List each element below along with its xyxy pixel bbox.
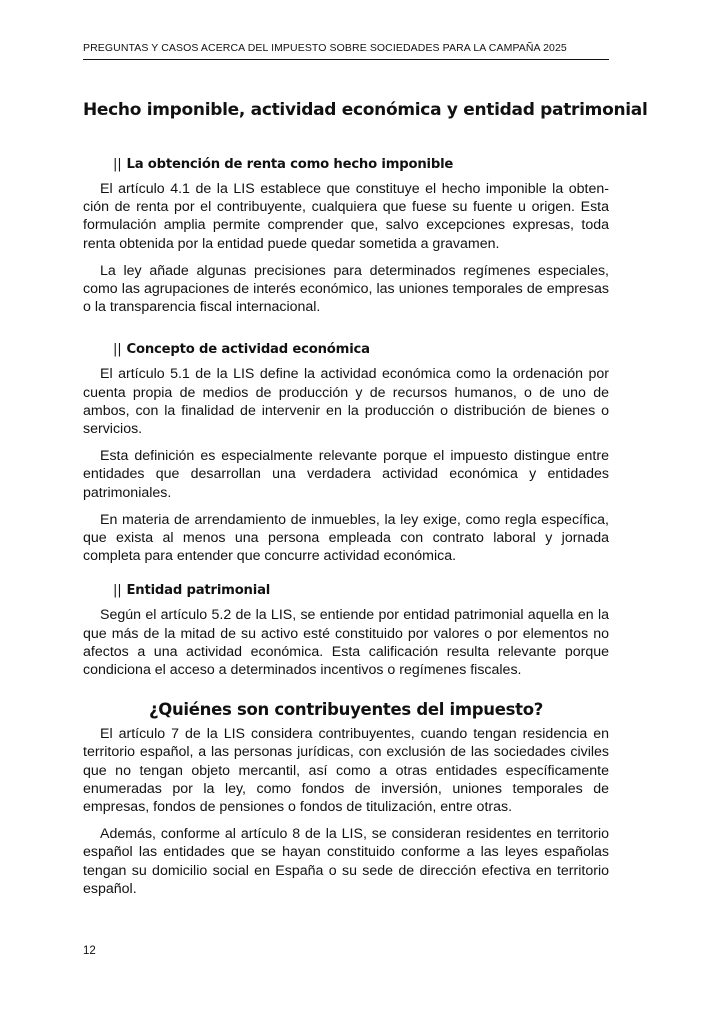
section-marker: || bbox=[113, 342, 122, 358]
section-heading bbox=[83, 582, 609, 600]
section-actividad-economica bbox=[83, 341, 609, 565]
section-marker: || bbox=[113, 583, 122, 599]
section-title: ¿Quiénes son contribuyentes del impuesto? bbox=[148, 700, 544, 720]
section-renta bbox=[83, 156, 609, 316]
running-header: PREGUNTAS Y CASOS ACERCA DEL IMPUESTO SOBRE SOCIEDADES PARA LA CAMPAÑA 2025 bbox=[83, 42, 609, 60]
section-entidad-patrimonial bbox=[83, 582, 609, 679]
paragraph: Además, conforme al artículo 8 de la LIS, se consideran residentes en territorio español las entidades que se hayan constituido conforme a las leyes españolas tengan su domicilio social en España o su sede de dirección efectiva en territorio español. bbox=[83, 826, 609, 897]
section-marker: || bbox=[113, 157, 122, 172]
paragraph: El artículo 7 de la LIS considera contribuyentes, cuando tengan residencia en territorio español, a las personas jurídicas, con exclusión de las sociedades civiles que no tengan objeto mercantil, así como a otras entidades específicamente enumeradas por la ley, como fondos de inversión, uniones temporales de empresas, fondos de pensiones o fondos de titulización, entre otras. bbox=[83, 726, 609, 816]
paragraph: En materia de arrendamiento de inmuebles, la ley exige, como regla específica, que exista al menos una persona empleada con contrato laboral y jornada completa para entender que concurre actividad económica. bbox=[83, 511, 609, 565]
section-heading bbox=[83, 156, 609, 174]
page-number: 12 bbox=[83, 945, 96, 957]
paragraph: Esta definición es especialmente relevante porque el impuesto distingue entre entidades que desarrollan una verdadera actividad económica y entidades patrimoniales. bbox=[83, 448, 609, 501]
paragraph: El artículo 5.1 de la LIS define la actividad económica como la ordenación por cuenta propia de medios de producción y de recursos humanos, o de uno de ambos, con la finalidad de intervenir en la producción o distribución de bienes o servicios. bbox=[83, 366, 609, 438]
section-heading-text: Concepto de actividad económica bbox=[126, 342, 370, 358]
section-heading bbox=[83, 341, 609, 359]
page-content bbox=[83, 97, 648, 898]
section-heading-text: Entidad patrimonial bbox=[126, 583, 271, 599]
paragraph: Según el artículo 5.2 de la LIS, se entiende por entidad patrimonial aquella en la que más de la mitad de su activo esté constituido por valores o por elementos no afectos a una actividad económica. Esta calificación resulta relevante porque condiciona el acceso a determinados incentivos o regímenes fiscales. bbox=[83, 607, 609, 679]
paragraph: La ley añade algunas precisiones para determinados regímenes especiales, como las agrupaciones de interés económico, las uniones temporales de empresas o la transparencia fiscal internacional. bbox=[83, 262, 609, 316]
section-heading-text: La obtención de renta como hecho imponible bbox=[126, 157, 454, 172]
section-contribuyentes bbox=[83, 699, 609, 898]
main-title: Hecho imponible, actividad económica y entidad patrimonial bbox=[83, 100, 648, 120]
paragraph: El artículo 4.1 de la LIS establece que constituye el hecho imponible la obtención de renta por el contribuyente, cualquiera que fuese su fuente u origen. Esta formulación amplia permite comprender que, salvo excepciones expresas, toda renta obtenida por la entidad puede quedar sometida a gravamen. bbox=[83, 181, 609, 252]
